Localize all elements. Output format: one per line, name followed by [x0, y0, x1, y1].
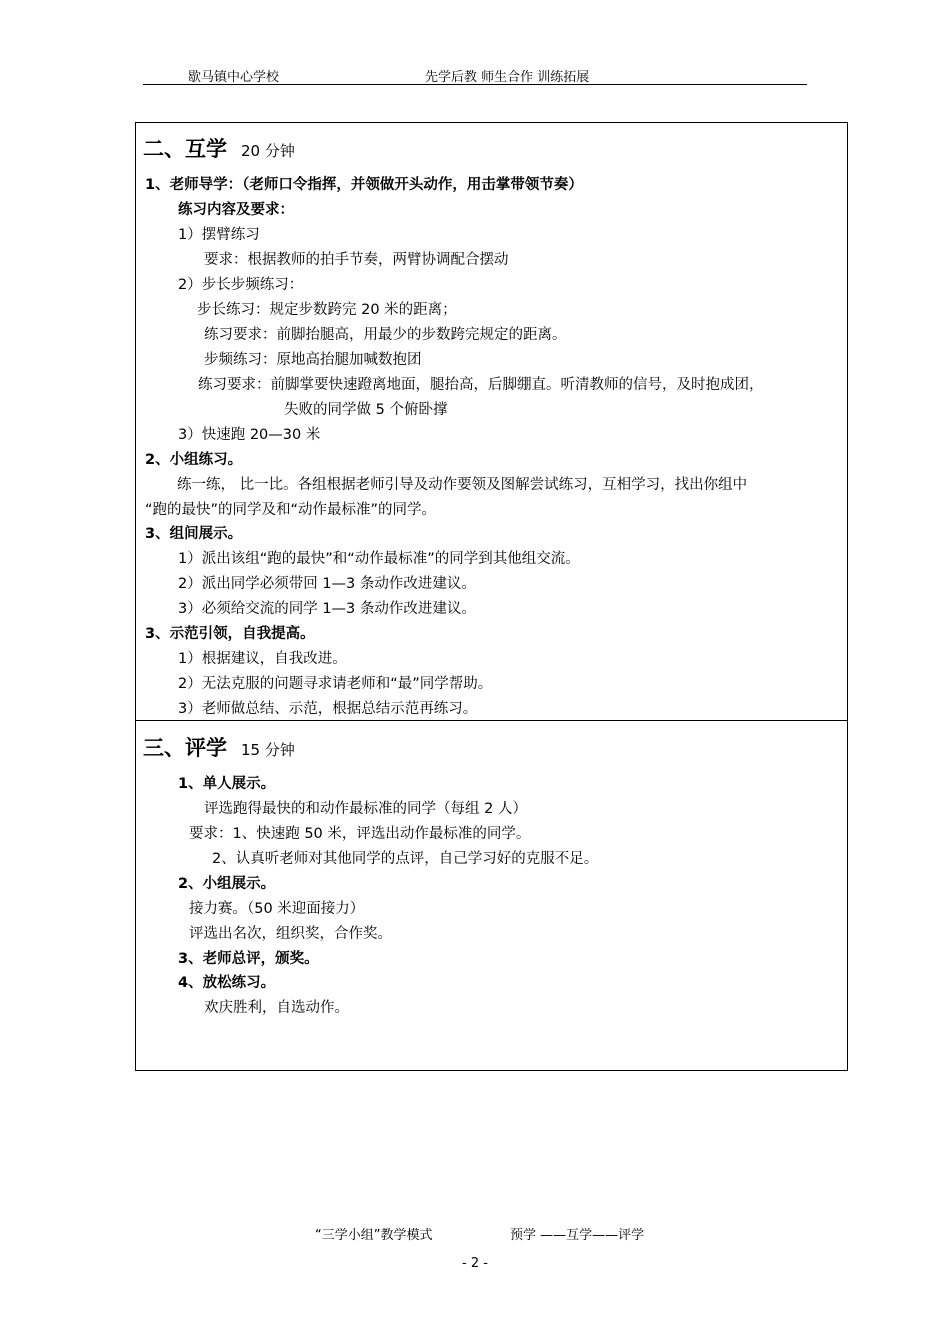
s2-line: 3）快速跑 20—30 米: [178, 427, 321, 443]
s2-line: 2）无法克服的问题寻求请老师和“最”同学帮助。: [178, 676, 493, 692]
section3-title: 三、评学: [143, 736, 227, 760]
section-ping-xue: [135, 720, 848, 1071]
s2-line: 失败的同学做 5 个俯卧撑: [284, 402, 448, 418]
s2-line: 3、示范引领，自我提高。: [145, 626, 315, 642]
section2-time: 20 分钟: [241, 142, 295, 160]
s3-line: 评选出名次，组织奖，合作奖。: [189, 926, 392, 942]
s2-line: 1、老师导学：（老师口令指挥，并领做开头动作，用击掌带领节奏）: [145, 177, 583, 193]
header-motto: 先学后教 师生合作 训练拓展: [425, 70, 590, 85]
s3-line: 要求：1、快速跑 50 米，评选出动作最标准的同学。: [189, 826, 531, 842]
s3-line: 2、认真听老师对其他同学的点评，自己学习好的克服不足。: [212, 851, 599, 867]
s2-line: 1）根据建议，自我改进。: [178, 651, 347, 667]
s2-line: 要求：根据教师的拍手节奏，两臂协调配合摆动: [204, 252, 509, 268]
s3-line: 接力赛。（50 米迎面接力）: [189, 901, 365, 917]
s2-line: 练习要求：前脚抬腿高，用最少的步数跨完规定的距离。: [204, 327, 567, 343]
s2-line: 练一练， 比一比。各组根据老师引导及动作要领及图解尝试练习，互相学习，找出你组中: [177, 477, 748, 493]
s3-line: 4、放松练习。: [178, 975, 276, 991]
page-number: - 2 -: [462, 1256, 488, 1271]
footer-flow: 预学 ——互学——评学: [510, 1228, 645, 1243]
s2-line: 1）派出该组“跑的最快”和“动作最标准”的同学到其他组交流。: [178, 551, 580, 567]
s3-line: 3、老师总评，颁奖。: [178, 951, 319, 967]
s2-line: 3）老师做总结、示范，根据总结示范再练习。: [178, 701, 478, 717]
s3-line: 欢庆胜利，自选动作。: [204, 1000, 349, 1016]
school-name: 歇马镇中心学校: [188, 70, 280, 85]
s2-line: 2、小组练习。: [145, 452, 243, 468]
s2-line: 1）摆臂练习: [178, 227, 260, 243]
s3-line: 评选跑得最快的和动作最标准的同学（每组 2 人）: [204, 801, 527, 817]
s2-line: 步长练习：规定步数跨完 20 米的距离；: [197, 302, 457, 318]
section2-heading: [143, 136, 295, 164]
s3-line: 2、小组展示。: [178, 876, 276, 892]
s2-line: 3）必须给交流的同学 1—3 条动作改进建议。: [178, 601, 476, 617]
s2-line: 练习要求：前脚掌要快速蹬离地面，腿抬高，后脚绷直。听清教师的信号，及时抱成团，: [198, 377, 764, 393]
s2-line: 3、组间展示。: [145, 526, 243, 542]
s2-line: 2）派出同学必须带回 1—3 条动作改进建议。: [178, 576, 476, 592]
s2-line: 步频练习：原地高抬腿加喊数抱团: [204, 352, 422, 368]
section3-heading: [143, 735, 295, 763]
s2-line: 2）步长步频练习：: [178, 277, 304, 293]
s3-line: 1、单人展示。: [178, 776, 276, 792]
header-rule: [143, 84, 807, 85]
s2-line: 练习内容及要求：: [178, 202, 294, 218]
section3-time: 15 分钟: [241, 741, 295, 759]
section2-title: 二、互学: [143, 137, 227, 161]
s2-line: “跑的最快”的同学及和“动作最标准”的同学。: [145, 502, 437, 518]
footer-mode: “三学小组”教学模式: [315, 1228, 433, 1243]
